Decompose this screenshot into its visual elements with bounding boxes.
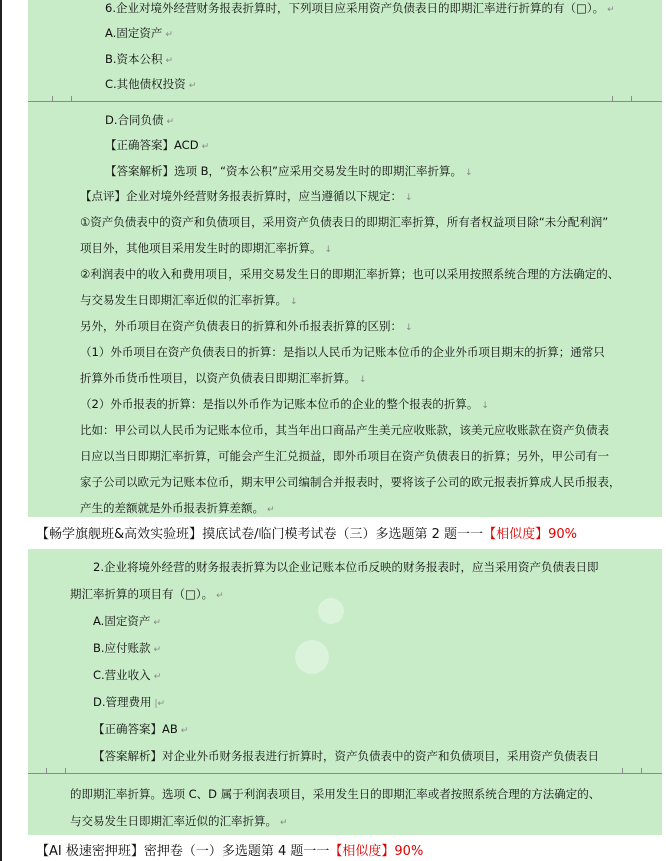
answer-analysis: 与交易发生日即期汇率近似的汇率折算。 ↵ bbox=[70, 814, 288, 828]
page-corner-right bbox=[622, 768, 642, 774]
option-c: C.其他债权投资 ↵ bbox=[105, 77, 197, 91]
comment-line: 家子公司以欧元为记账本位币，期末甲公司编制合并报表时，要将该子公司的欧元报表折算成人民币报表， bbox=[80, 475, 621, 489]
comment-line: （2）外币报表的折算：是指以外币作为记账本位币的企业的整个报表的折算。 ↓ bbox=[80, 397, 489, 411]
similarity-caption-2: 【AI 极速密押班】密押卷（一）多选题第 4 题一一【相似度】90% bbox=[36, 844, 424, 859]
similarity-tag: 【相似度】90% bbox=[483, 527, 577, 542]
comment-line: 比如：甲公司以人民币为记账本位币，其当年出口商品产生美元应收账款，该美元应收账款在资产负债表 bbox=[80, 423, 609, 437]
answer-analysis: 的即期汇率折算。选项 C、D 属于利润表项目，采用发生日的即期汇率或者按照系统合理的方法确定的、 bbox=[70, 787, 601, 801]
page-corner-right bbox=[612, 96, 632, 102]
option-d: D.管理费用 |↵ bbox=[93, 695, 166, 709]
option-a: A.固定资产 ↵ bbox=[93, 614, 161, 628]
option-c: C.营业收入 ↵ bbox=[93, 668, 162, 682]
answer-analysis: 【答案解析】对企业外币财务报表进行折算时，资产负债表中的资产和负债项目，采用资产负债表日 bbox=[93, 749, 599, 763]
option-b: B.资本公积 ↵ bbox=[105, 52, 174, 66]
comment-line: 折算外币货币性项目，以资产负债表日即期汇率折算。 ↓ bbox=[80, 371, 367, 385]
page-break-1 bbox=[28, 101, 662, 102]
page-break-2 bbox=[28, 773, 662, 774]
comment-line: 日应以当日即期汇率折算，可能会产生汇兑损益，即外币项目在资产负债表日的折算；另外，甲公司有一 bbox=[80, 449, 609, 463]
comment-line: 与交易发生日即期汇率近似的汇率折算。 ↓ bbox=[80, 293, 298, 307]
page-corner-left bbox=[52, 96, 72, 102]
comment-line: 产生的差额就是外币报表折算差额。 ↵ bbox=[80, 501, 275, 515]
correct-answer: 【正确答案】AB ↵ bbox=[93, 722, 189, 736]
answer-analysis: 【答案解析】选项 B，“资本公积”应采用交易发生时的即期汇率折算。 ↓ bbox=[105, 164, 473, 178]
question-stem: 期汇率折算的项目有（□）。 ↵ bbox=[70, 587, 224, 601]
comment-line: （1）外币项目在资产负债表日的折算：是指以人民币为记账本位币的企业外币项目期末的折算；通常只 bbox=[80, 345, 605, 359]
comment: 【点评】企业对境外经营财务报表折算时，应当遵循以下规定： ↓ bbox=[80, 189, 413, 203]
comment-line: 项目外，其他项目采用发生时的即期汇率折算。 ↓ bbox=[80, 241, 333, 255]
similarity-caption-1: 【畅学旗舰班&高效实验班】摸底试卷/临门模考试卷（三）多选题第 2 题一一【相似度】90% bbox=[36, 527, 577, 542]
watermark bbox=[295, 640, 329, 674]
watermark bbox=[318, 598, 344, 624]
comment-line: 另外，外币项目在资产负债表日的折算和外币报表折算的区别： ↓ bbox=[80, 319, 413, 333]
option-b: B.应付账款 ↵ bbox=[93, 641, 162, 655]
similarity-tag: 【相似度】90% bbox=[329, 844, 424, 859]
question-stem: 6.企业对境外经营财务报表折算时，下列项目应采用资产负债表日的即期汇率进行折算的有（□）。 ↵ bbox=[105, 1, 615, 15]
option-d: D.合同负债 ↵ bbox=[105, 113, 175, 127]
comment-line: ①资产负债表中的资产和负债项目，采用资产负债表日的即期汇率折算，所有者权益项目除“未分配利润” bbox=[80, 215, 609, 229]
comment-line: ②利润表中的收入和费用项目，采用交易发生日的即期汇率折算；也可以采用按照系统合理的方法确定的、 bbox=[80, 267, 620, 281]
margin-bar bbox=[0, 0, 2, 861]
question-stem: 2.企业将境外经营的财务报表折算为以企业记账本位币反映的财务报表时，应当采用资产负债表日即 bbox=[93, 560, 599, 574]
page-corner-left bbox=[46, 768, 66, 774]
correct-answer: 【正确答案】ACD ↵ bbox=[105, 138, 210, 152]
option-a: A.固定资产 ↵ bbox=[105, 26, 173, 40]
